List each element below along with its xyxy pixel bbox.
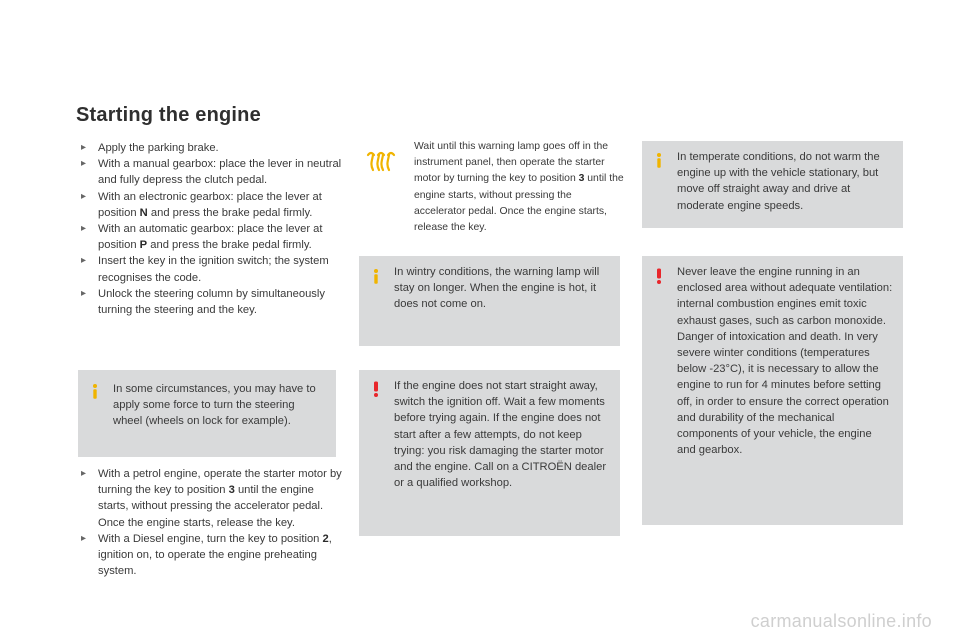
position-3: 3 — [228, 484, 235, 497]
site-watermark: carmanualsonline.info — [750, 611, 932, 631]
note-never-leave-running: Never leave the engine running in an enclosed area without adequate ventilation: internal combustion engines emit toxic exhaust gases, such as carbon monoxide. Danger of intoxication and death. In very severe winter conditions (temperatures below -23°C), it is necessary to allow the engine to run for 4 minutes before setting off, in order to ensure the correct operation and durability of the mechanical components of your vehicle, the engine and gearbox. — [642, 256, 903, 525]
note-temperate-conditions: In temperate conditions, do not warm the engine up with the vehicle stationary, but move off straight away and drive at moderate engine speeds. — [642, 141, 903, 228]
position-p: P — [139, 239, 148, 252]
step-diesel-engine: ▸ With a Diesel engine, turn the key to position 2, ignition on, to operate the engine preheating system. — [80, 531, 342, 580]
note-steering-force: In some circumstances, you may have to apply some force to turn the steering wheel (wheels on lock for example). — [78, 370, 336, 457]
step-parking-brake: ▸ Apply the parking brake. — [80, 140, 342, 156]
warning-icon — [651, 268, 667, 284]
note-preheat-lamp: Wait until this warning lamp goes off in the instrument panel, then operate the starter motor by turning the key to position 3 until the engine starts, without pressing the accelerator pedal. Once the engine starts, release the key. — [414, 141, 624, 234]
step-insert-key: ▸ Insert the key in the ignition switch; the system recognises the code. — [80, 253, 342, 285]
info-icon — [368, 268, 384, 284]
step-electronic-gearbox: ▸ With an electronic gearbox: place the lever at position N and press the brake pedal firmly. — [80, 189, 342, 221]
page-title: Starting the engine — [76, 104, 261, 126]
step-petrol-engine: ▸ With a petrol engine, operate the starter motor by turning the key to position 3 until the engine starts, without pressing the accelerator pedal. Once the engine starts, release the key. — [80, 466, 342, 531]
warning-icon — [368, 381, 384, 397]
position-2: 2 — [322, 532, 329, 545]
position-n: N — [139, 206, 148, 219]
step-manual-gearbox: ▸ With a manual gearbox: place the lever in neutral and fully depress the clutch pedal. — [80, 156, 342, 188]
info-icon — [651, 152, 667, 168]
position-3-lamp: 3 — [578, 173, 585, 185]
info-icon — [87, 383, 103, 399]
step-automatic-gearbox: ▸ With an automatic gearbox: place the lever at position P and press the brake pedal firmly. — [80, 221, 342, 253]
steps-list-start — [80, 466, 342, 579]
note-wintry-conditions: In wintry conditions, the warning lamp will stay on longer. When the engine is hot, it does not come on. — [359, 256, 620, 346]
steps-list-before-start — [80, 140, 342, 318]
note-engine-no-start: If the engine does not start straight away, switch the ignition off. Wait a few moments before trying again. If the engine does not start after a few attempts, do not keep trying: you risk damaging the starter motor and the engine. Call on a CITROËN dealer or a qualified workshop. — [359, 370, 620, 536]
step-unlock-steering: ▸ Unlock the steering column by simultaneously turning the steering and the key. — [80, 286, 342, 318]
preheating-warning-lamp-icon — [366, 150, 396, 172]
